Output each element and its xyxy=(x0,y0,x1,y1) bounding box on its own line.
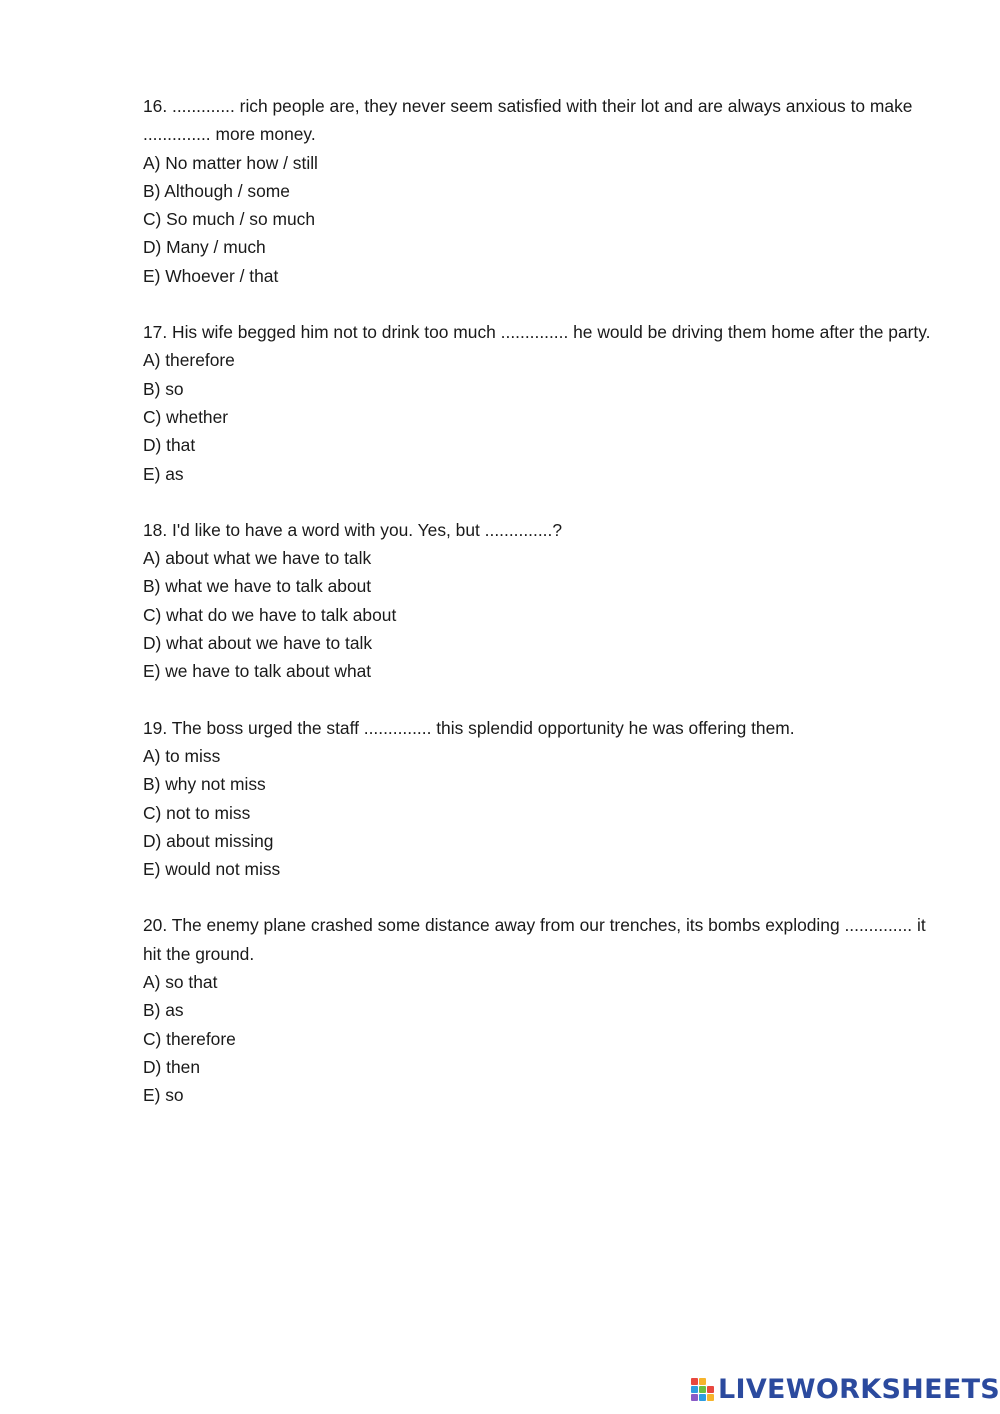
answer-option-c[interactable]: C) not to miss xyxy=(143,802,251,823)
answer-option-c[interactable]: C) what do we have to talk about xyxy=(143,604,397,625)
answer-option-a[interactable]: A) so that xyxy=(143,972,218,993)
answer-option-d[interactable]: D) about missing xyxy=(143,830,274,851)
question-stem: 20. The enemy plane crashed some distance away from our trenches, its bombs exploding .............. it hit the ground. xyxy=(143,915,926,964)
answer-option-a[interactable]: A) No matter how / still xyxy=(143,152,318,173)
answer-option-d[interactable]: D) Many / much xyxy=(143,237,266,258)
answer-option-c[interactable]: C) So much / so much xyxy=(143,209,316,230)
question-20 xyxy=(143,911,933,1109)
answer-option-e[interactable]: E) as xyxy=(143,463,184,484)
question-stem: 19. The boss urged the staff .............. this splendid opportunity he was offering them. xyxy=(143,717,795,738)
question-19 xyxy=(143,714,933,884)
answer-option-c[interactable]: C) therefore xyxy=(143,1028,236,1049)
answer-option-c[interactable]: C) whether xyxy=(143,406,229,427)
answer-option-e[interactable]: E) we have to talk about what xyxy=(143,661,372,682)
answer-option-d[interactable]: D) then xyxy=(143,1056,201,1077)
answer-option-b[interactable]: B) as xyxy=(143,1000,184,1021)
worksheet xyxy=(143,92,933,1138)
liveworksheets-logo-icon xyxy=(691,1374,715,1404)
question-17 xyxy=(143,318,933,488)
liveworksheets-brand xyxy=(691,1371,1000,1407)
answer-option-e[interactable]: E) would not miss xyxy=(143,859,281,880)
question-stem: 16. ............. rich people are, they never seem satisfied with their lot and are always anxious to make .............. more money. xyxy=(143,96,913,145)
answer-option-b[interactable]: B) what we have to talk about xyxy=(143,576,372,597)
answer-option-e[interactable]: E) Whoever / that xyxy=(143,265,279,286)
answer-option-d[interactable]: D) that xyxy=(143,435,196,456)
answer-option-b[interactable]: B) Although / some xyxy=(143,180,290,201)
question-18 xyxy=(143,516,933,686)
answer-option-a[interactable]: A) to miss xyxy=(143,745,221,766)
answer-option-b[interactable]: B) so xyxy=(143,378,184,399)
answer-option-a[interactable]: A) about what we have to talk xyxy=(143,548,372,569)
question-16 xyxy=(143,92,933,290)
answer-option-d[interactable]: D) what about we have to talk xyxy=(143,633,373,654)
question-stem: 17. His wife begged him not to drink too much .............. he would be driving them home after the party. xyxy=(143,322,931,343)
answer-option-e[interactable]: E) so xyxy=(143,1085,184,1106)
answer-option-a[interactable]: A) therefore xyxy=(143,350,235,371)
brand-name: LIVEWORKSHEETS xyxy=(718,1373,1000,1405)
question-stem: 18. I'd like to have a word with you. Yes, but ..............? xyxy=(143,519,562,540)
answer-option-b[interactable]: B) why not miss xyxy=(143,774,266,795)
